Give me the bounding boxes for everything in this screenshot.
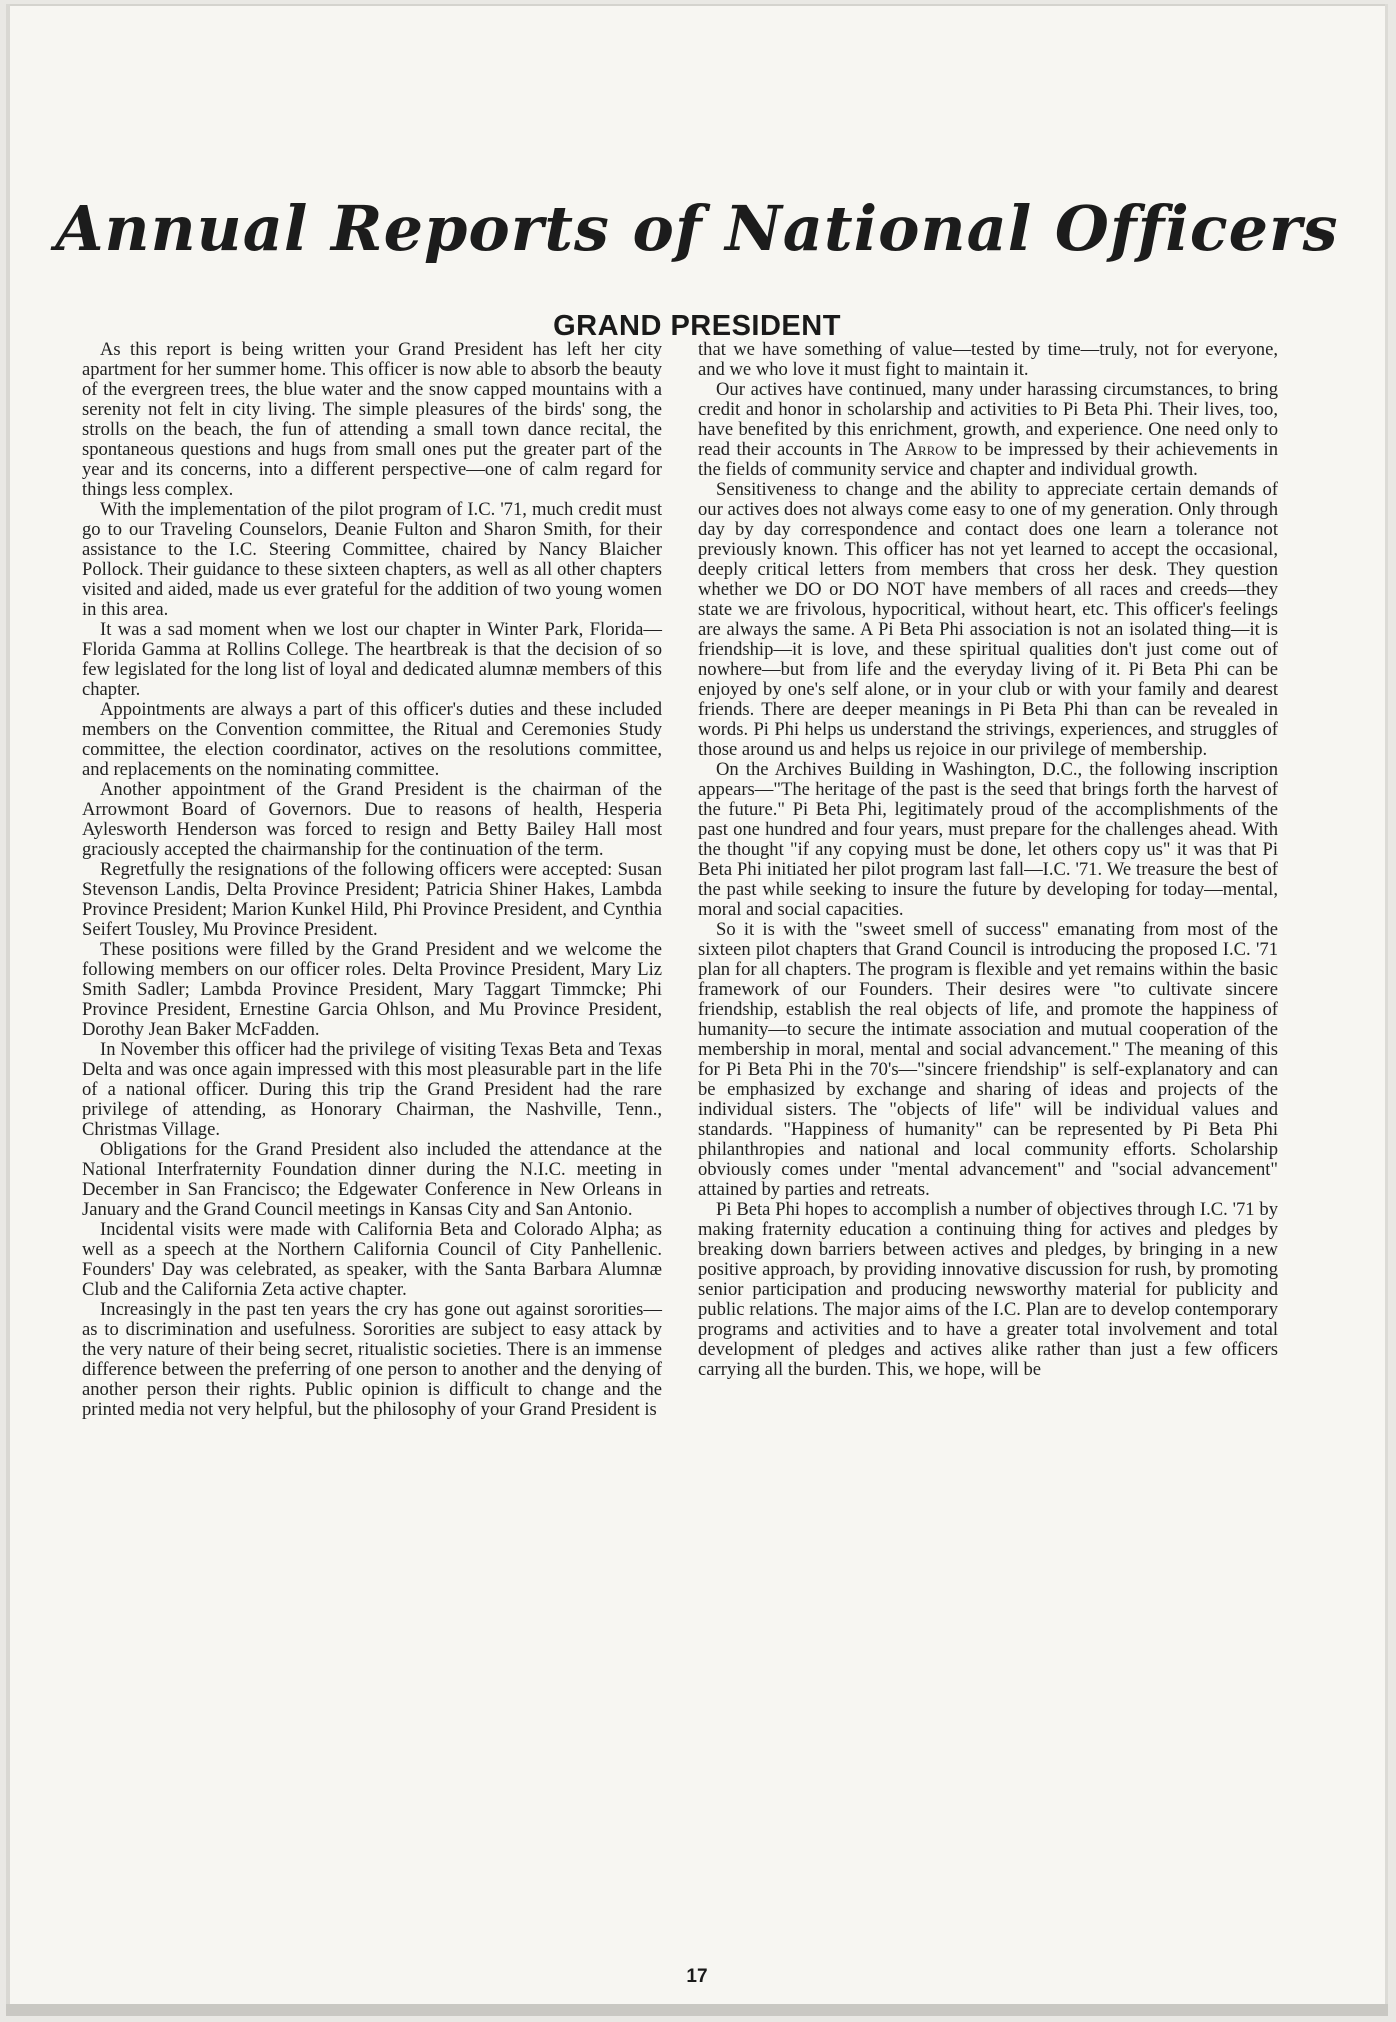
page-right-edge <box>1385 4 1388 2016</box>
paragraph: It was a sad moment when we lost our chapter in Winter Park, Florida—Florida Gamma at Rollins College. The heartbreak is that the decision of so few legislated for the long list of loyal and dedicated alumnæ members of this chapter. <box>82 619 662 700</box>
paragraph: Sensitiveness to change and the ability to appreciate certain demands of our actives does not always come easy to one of my generation. Only through day by day correspondence and contact does one learn a tolerance not previously known. This officer has not yet learned to accept the occasional, deeply critical letters from members that cross her desk. They question whether we DO or DO NOT have members of all races and creeds—they state we are frivolous, hypocritical, without heart, etc. This officer's feelings are always the same. A Pi Beta Phi association is not an isolated thing—it is friendship—it is love, and these spiritual qualities don't just come out of nowhere—but from life and the everyday living of it. Pi Beta Phi can be enjoyed by one's self alone, or in your club or with your family and dearest friends. There are deeper meanings in Pi Beta Phi than can be revealed in words. Pi Phi helps us understand the strivings, experiences, and struggles of those around us and helps us rejoice in our privilege of membership. <box>698 479 1278 760</box>
text-run: to be impressed by their achievements in the fields of community service and chapter and individual growth. <box>698 439 1278 480</box>
paragraph: Another appointment of the Grand President is the chairman of the Arrowmont Board of Governors. Due to reasons of health, Hesperia Aylesworth Henderson was forced to resign and Betty Bailey Hall most graciously accepted the chairmanship for the continuation of the term. <box>82 779 662 860</box>
paragraph: Regretfully the resignations of the following officers were accepted: Susan Stevenson Landis, Delta Province President; Patricia Shiner Hakes, Lambda Province President; Marion Kunkel Hild, Phi Province President, and Cynthia Seifert Tousley, Mu Province President. <box>82 859 662 940</box>
bottom-edge <box>6 2004 1388 2016</box>
paragraph: These positions were filled by the Grand President and we welcome the following members on our officer roles. Delta Province President, Mary Liz Smith Sadler; Lambda Province President, Mary Taggart Timmcke; Phi Province President, Ernestine Garcia Ohlson, and Mu Province President, Dorothy Jean Baker McFadden. <box>82 939 662 1040</box>
section-heading: GRAND PRESIDENT <box>553 310 841 343</box>
paragraph: As this report is being written your Grand President has left her city apartment for her summer home. This officer is now able to absorb the beauty of the evergreen trees, the blue water and the snow capped mountains with a serenity not felt in city living. The simple pleasures of the birds' song, the strolls on the beach, the fun of attending a small town dance recital, the spontaneous questions and hugs from small ones put the greater part of the year and its concerns, into a different perspective—one of calm regard for things less complex. <box>82 339 662 500</box>
text-run: Our actives have continued, many under harassing circumstances, to bring credit and honor in scholarship and activities to Pi Beta Phi. Their lives, too, have benefited by this enrichment, growth, and experience. One need only to read their accounts in The <box>698 379 1278 460</box>
paragraph: With the implementation of the pilot program of I.C. '71, much credit must go to our Traveling Counselors, Deanie Fulton and Sharon Smith, for their assistance to the I.C. Steering Committee, chaired by Nancy Blaicher Pollock. Their guidance to these sixteen chapters, as well as all other chapters visited and aided, made us ever grateful for the addition of two young women in this area. <box>82 499 662 620</box>
right-column <box>698 340 1278 1380</box>
page-number: 17 <box>686 1966 708 1987</box>
paragraph: So it is with the "sweet smell of success" emanating from most of the sixteen pilot chapters that Grand Council is introducing the proposed I.C. '71 plan for all chapters. The program is flexible and yet remains within the basic framework of our Founders. Their desires were "to cultivate sincere friendship, establish the real objects of life, and promote the happiness of humanity—to secure the intimate association and mutual cooperation of the membership in moral, mental and social advancement." The meaning of this for Pi Beta Phi in the 70's—"sincere friendship" is self-explanatory and can be emphasized by exchange and sharing of ideas and projects of the individual sisters. The "objects of life" will be individual values and standards. "Happiness of humanity" can be represented by Pi Beta Phi philanthropies and national and local community efforts. Scholarship obviously comes under "mental advancement" and "social advancement" attained by parties and retreats. <box>698 919 1278 1200</box>
left-column <box>82 340 662 1420</box>
paragraph: Obligations for the Grand President also included the attendance at the National Interfraternity Foundation dinner during the N.I.C. meeting in December in San Francisco; the Edgewater Conference in New Orleans in January and the Grand Council meetings in Kansas City and San Antonio. <box>82 1139 662 1220</box>
magazine-name: Arrow <box>904 439 957 460</box>
magazine-page <box>6 4 1388 2016</box>
paragraph: Pi Beta Phi hopes to accomplish a number of objectives through I.C. '71 by making fraternity education a continuing thing for actives and pledges by breaking down barriers between actives and pledges, by bringing in a new positive approach, by providing innovative discussion for rush, by promoting senior participation and producing newsworthy material for publicity and public relations. The major aims of the I.C. Plan are to develop contemporary programs and activities and to have a greater total involvement and total development of pledges and actives alike rather than just a few officers carrying all the burden. This, we hope, will be <box>698 1199 1278 1380</box>
paragraph-actives <box>698 380 1278 480</box>
top-edge-rule <box>6 4 1388 6</box>
page-left-edge <box>6 4 10 2016</box>
continued-paragraph: that we have something of value—tested by time—truly, not for everyone, and we who love it must fight to maintain it. <box>698 339 1278 380</box>
paragraph: In November this officer had the privilege of visiting Texas Beta and Texas Delta and was once again impressed with this most pleasurable part in the life of a national officer. During this trip the Grand President had the rare privilege of attending, as Honorary Chairman, the Nashville, Tenn., Christmas Village. <box>82 1039 662 1140</box>
paragraph: Increasingly in the past ten years the cry has gone out against sororities—as to discrimination and usefulness. Sororities are subject to easy attack by the very nature of their being secret, ritualistic societies. There is an immense difference between the preferring of one person to another and the denying of another person their rights. Public opinion is difficult to change and the printed media not very helpful, but the philosophy of your Grand President is <box>82 1299 662 1420</box>
paragraph: On the Archives Building in Washington, D.C., the following inscription appears—"The heritage of the past is the seed that brings forth the harvest of the future." Pi Beta Phi, legitimately proud of the accomplishments of the past one hundred and four years, must prepare for the challenges ahead. With the thought "if any copying must be done, let others copy us" it was that Pi Beta Phi initiated her pilot program last fall—I.C. '71. We treasure the best of the past while seeking to insure the future by developing for today—mental, moral and social capacities. <box>698 759 1278 920</box>
paragraph: Incidental visits were made with California Beta and Colorado Alpha; as well as a speech at the Northern California Council of City Panhellenic. Founders' Day was celebrated, as speaker, with the Santa Barbara Alumnæ Club and the California Zeta active chapter. <box>82 1219 662 1300</box>
page-title: Annual Reports of National Officers <box>55 191 1339 265</box>
paragraph: Appointments are always a part of this officer's duties and these included members on the Convention committee, the Ritual and Ceremonies Study committee, the election coordinator, actives on the resolutions committee, and replacements on the nominating committee. <box>82 699 662 780</box>
